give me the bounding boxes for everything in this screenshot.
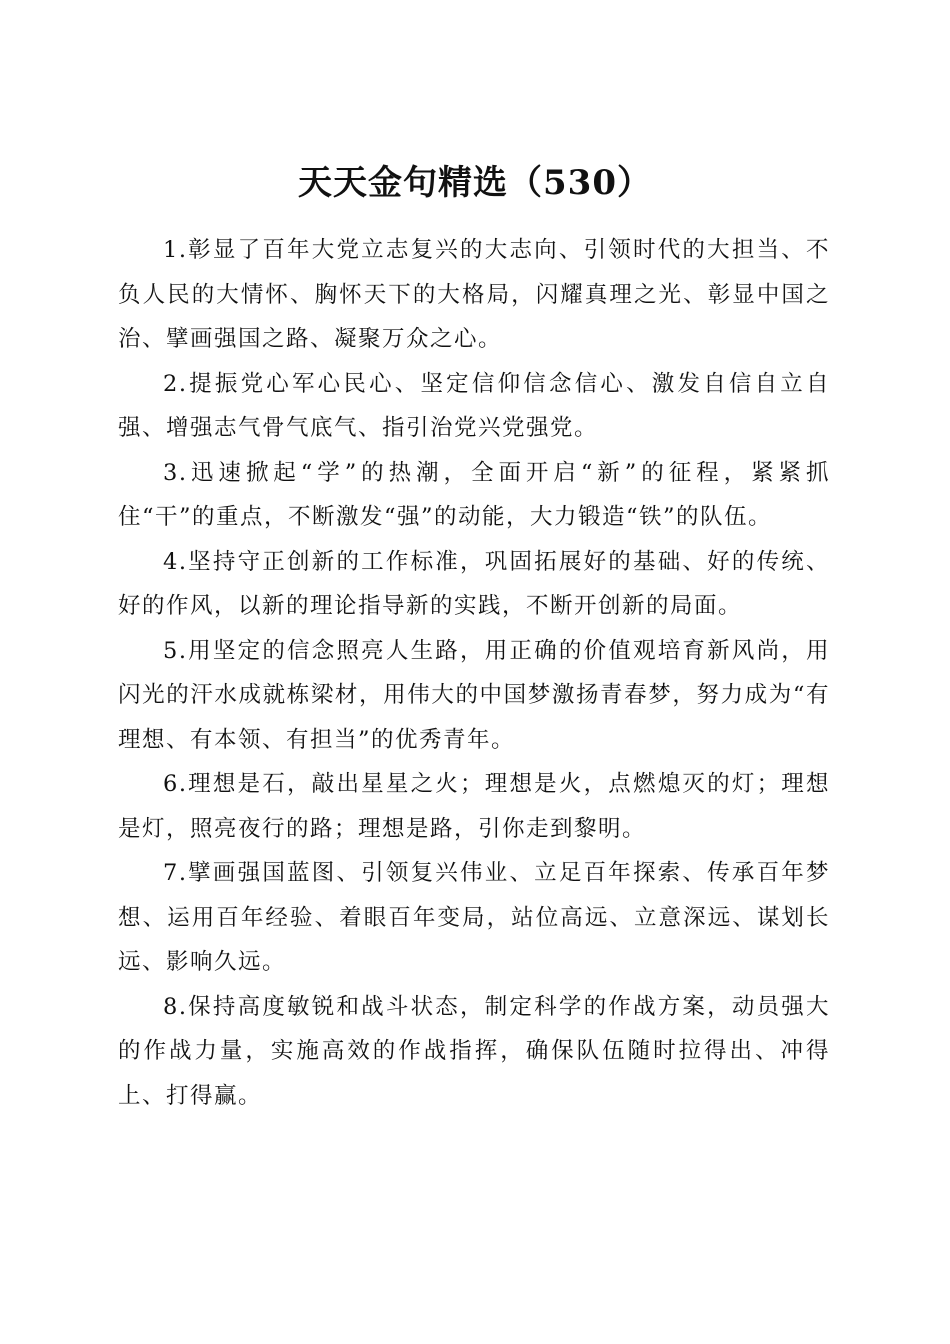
quote-paragraph-4: 4.坚持守正创新的工作标准，巩固拓展好的基础、好的传统、好的作风，以新的理论指导新的实践，不断开创新的局面。 — [118, 548, 830, 619]
quote-paragraph-3: 3.迅速掀起“学”的热潮，全面开启“新”的征程，紧紧抓住“干”的重点，不断激发“强”的动能，大力锻造“铁”的队伍。 — [118, 459, 830, 530]
quote-paragraph-7: 7.擘画强国蓝图、引领复兴伟业、立足百年探索、传承百年梦想、运用百年经验、着眼百年变局，站位高远、立意深远、谋划长远、影响久远。 — [118, 860, 830, 975]
quote-paragraph-5: 5.用坚定的信念照亮人生路，用正确的价值观培育新风尚，用闪光的汗水成就栋梁材，用伟大的中国梦激扬青春梦，努力成为“有理想、有本领、有担当”的优秀青年。 — [118, 637, 830, 753]
quote-paragraph-6: 6.理想是石，敲出星星之火；理想是火，点燃熄灭的灯；理想是灯，照亮夜行的路；理想是路，引你走到黎明。 — [118, 771, 830, 842]
quote-list — [118, 228, 830, 1118]
quote-paragraph-8: 8.保持高度敏锐和战斗状态，制定科学的作战方案，动员强大的作战力量，实施高效的作战指挥，确保队伍随时拉得出、冲得上、打得赢。 — [118, 993, 830, 1109]
document-title: 天天金句精选（530） — [298, 162, 652, 203]
quote-paragraph-1: 1.彰显了百年大党立志复兴的大志向、引领时代的大担当、不负人民的大情怀、胸怀天下的大格局，闪耀真理之光、彰显中国之治、擘画强国之路、凝聚万众之心。 — [118, 237, 830, 352]
quote-paragraph-2: 2.提振党心军心民心、坚定信仰信念信心、激发自信自立自强、增强志气骨气底气、指引治党兴党强党。 — [118, 370, 830, 441]
